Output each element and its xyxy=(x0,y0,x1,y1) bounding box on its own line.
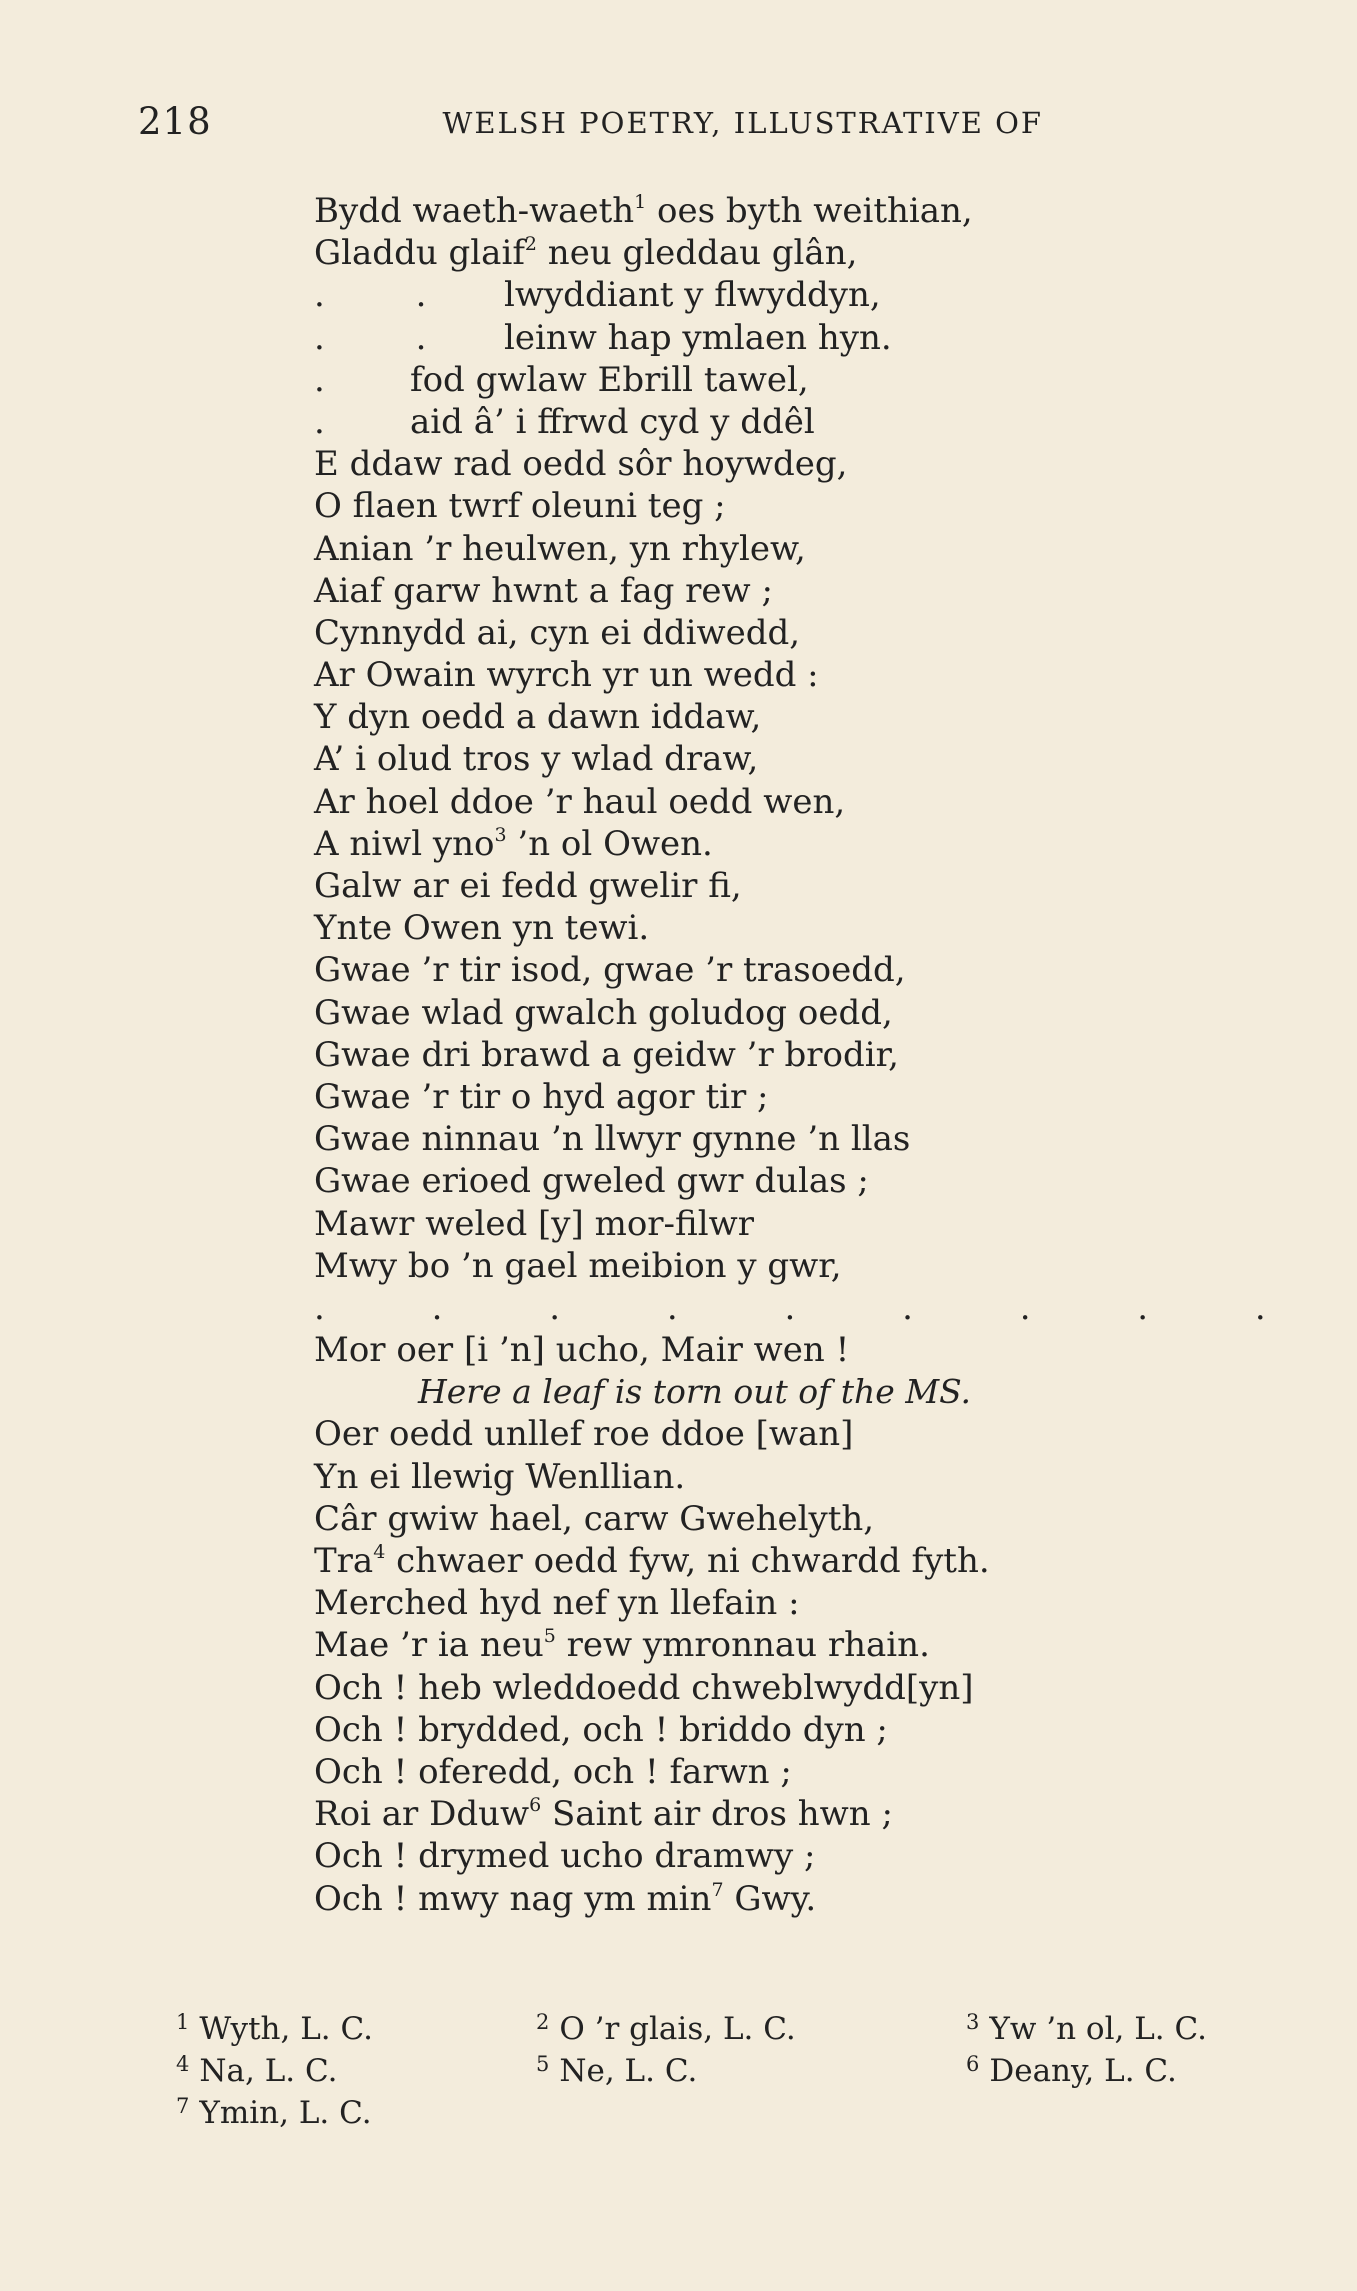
omission-dots: . . . . . . . . . xyxy=(314,1287,1314,1328)
poem-line: Och ! mwy nag ym $\min^7$ Gwy. xyxy=(314,1878,817,1919)
footnote-marker: 4 xyxy=(373,1541,386,1563)
poem-line: Mawr weled [y] mor-filwr xyxy=(314,1203,754,1244)
poem-line: Gwae erioed gweled gwr dulas ; xyxy=(314,1161,869,1202)
poem-line: Och ! brydded, och ! briddo dyn ; xyxy=(314,1709,888,1750)
footnote: $^1$ Wyth, L. C. xyxy=(176,2010,373,2047)
lacuna-dots: . xyxy=(314,359,325,400)
poem-line: Gwae ’r tir o hyd agor tir ; xyxy=(314,1076,769,1117)
poem-line: Gwae dri brawd a geidw ’r brodir, xyxy=(314,1034,899,1075)
footnote: $^4$ Na, L. C. xyxy=(176,2052,338,2089)
poem-line-fragment: . aid â’ i ffrwd cyd y ddêl xyxy=(314,401,815,442)
footnote-marker: 1 xyxy=(634,191,647,213)
poem-line: Gwae wlad gwalch goludog oedd, xyxy=(314,992,893,1033)
poem-line-fragment: . fod gwlaw Ebrill tawel, xyxy=(314,359,809,400)
poem-line: Galw ar ei fedd gwelir fi, xyxy=(314,866,742,906)
poem-line: Câr gwiw hael, carw Gwehelyth, xyxy=(314,1498,875,1539)
page-number: 218 xyxy=(138,100,212,143)
footnote-marker: 6 xyxy=(529,1794,542,1817)
footnote: $^6$ Deany, L. C. xyxy=(966,2052,1177,2089)
footnote-marker: 5 xyxy=(543,1625,556,1648)
poem-line: Merched hyd nef yn llefain : xyxy=(314,1583,800,1624)
poem-line: A niwl yno$^3$ ’n ol Owen. xyxy=(314,823,713,864)
poem-line: Gwae ninnau ’n llwyr gynne ’n llas xyxy=(314,1119,911,1160)
poem-line: Mor oer [i ’n] ucho, Mair wen ! xyxy=(314,1330,850,1371)
footnote: $^3$ Yw ’n ol, L. C. xyxy=(966,2010,1207,2047)
poem-line: Och ! heb wleddoedd chweblwydd[yn] xyxy=(314,1667,974,1708)
footnote-marker: 2 xyxy=(524,233,537,256)
lacuna-dots: . xyxy=(314,401,325,442)
poem-line: Yn ei llewig Wenllian. xyxy=(314,1456,686,1497)
poem-line: Roi ar Dduw$^6$ Saint air dros hwn ; xyxy=(314,1794,893,1835)
poem-line: Y dyn oedd a dawn iddaw, xyxy=(314,697,762,738)
poem-line: Tra$^4$ chwaer oedd fyw, ni chwardd fyth. xyxy=(314,1541,990,1581)
poem-line: Oer oedd unllef roe ddoe [wan] xyxy=(314,1414,854,1455)
footnote-row xyxy=(176,2052,1276,2094)
poem-line: Och ! oferedd, och ! farwn ; xyxy=(314,1751,792,1792)
footnote-row xyxy=(176,2010,1276,2052)
lacuna-dots: . . xyxy=(314,317,467,358)
lacuna-dots: . . xyxy=(314,275,467,316)
poem-line-fragment: . . lwyddiant y flwyddyn, xyxy=(314,275,881,316)
running-title: WELSH POETRY, ILLUSTRATIVE OF xyxy=(442,106,1043,140)
footnote-marker: 3 xyxy=(494,823,507,846)
poem-line: Och ! drymed ucho dramwy ; xyxy=(314,1836,816,1877)
poem-line-fragment: . . leinw hap ymlaen hyn. xyxy=(314,317,892,358)
poem-line: Bydd waeth-waeth$^1$ oes byth weithian, xyxy=(314,191,973,231)
poem-line: Cynnydd ai, cyn ei ddiwedd, xyxy=(314,612,801,653)
poem-line: O flaen twrf oleuni teg ; xyxy=(314,486,726,527)
poem-line: Ynte Owen yn tewi. xyxy=(314,908,650,949)
footnote: $^7$ Ymin, L. C. xyxy=(176,2094,372,2131)
page-header xyxy=(138,100,1043,160)
poem-line: E ddaw rad oedd sôr hoywdeg, xyxy=(314,444,848,485)
poem-line: A’ i olud tros y wlad draw, xyxy=(314,739,759,780)
footnote: $^2$ O ’r glais, L. C. xyxy=(536,2010,796,2047)
poem-line: Ar Owain wyrch yr un wedd : xyxy=(314,655,819,696)
poem-line: Mwy bo ’n gael meibion y gwr, xyxy=(314,1245,842,1286)
poem-line: Gladdu glaif$^2$ neu gleddau glân, xyxy=(314,233,858,274)
footnote: $^5$ Ne, L. C. xyxy=(536,2052,698,2089)
poem-line: Mae ’r ia neu$^5$ rew ymronnau rhain. xyxy=(314,1625,930,1666)
poem-line: Anian ’r heulwen, yn rhylew, xyxy=(314,528,806,569)
poem-line: Aiaf garw hwnt a fag rew ; xyxy=(314,570,773,611)
poem-line: Ar hoel ddoe ’r haul oedd wen, xyxy=(314,781,846,822)
poem-line: Gwae ’r tir isod, gwae ’r trasoedd, xyxy=(314,950,906,991)
footnote-row xyxy=(176,2094,1276,2136)
poem-body xyxy=(314,190,1314,1920)
editorial-note: Here a leaf is torn out of the MS. xyxy=(418,1372,972,1412)
footnote-marker: 7 xyxy=(711,1878,724,1901)
footnotes xyxy=(176,2010,1276,2136)
